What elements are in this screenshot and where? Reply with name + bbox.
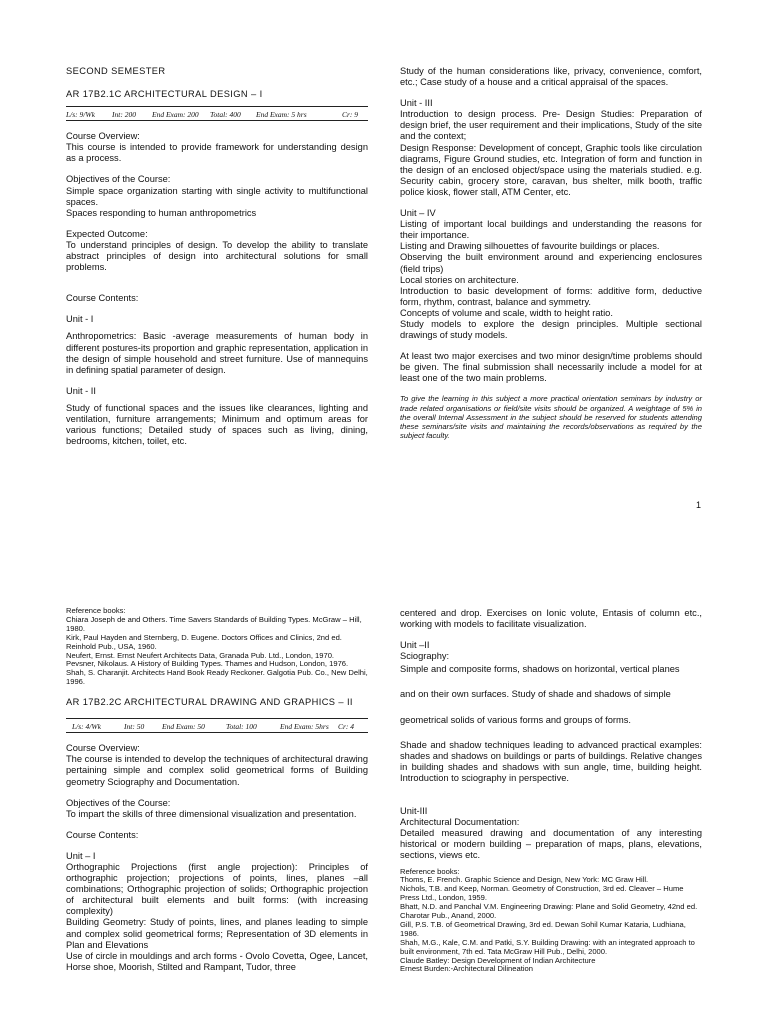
reference-item: Thoms, E. French. Graphic Science and Design, New York: MC Graw Hill. [400, 875, 649, 885]
credit-end-exam: End Exam: 50 [162, 722, 205, 732]
overview-heading: Course Overview: [66, 131, 140, 142]
credit-cr: Cr: 4 [338, 722, 355, 732]
reference-item: Claude Batley: Design Development of Indian Architecture [400, 955, 596, 965]
reference-item: Nichols, T.B. and Keep, Norman. Geometry of Construction, 3rd ed. Cleaver – Hume Press Ltd., London, 1959. [400, 884, 684, 903]
note-text: To give the learning in this subject a more practical orientation seminars by industry or trade related organisations or field/site visits should be organized. A weightage of 5% in the overall Internal Assessment in the subject should be reserved for students attending these seminars/site visits and maintaining the records/observations as required by the subject faculty. [400, 394, 702, 441]
unit-text: centered and drop. Exercises on Ionic volute, Entasis of column etc., working with models to facilitate visualization. [400, 608, 702, 630]
exercises-text: At least two major exercises and two minor design/time problems should be given. The final submission shall necessarily include a model for at least one of the two main problems. [400, 351, 702, 384]
unit-text: Study of the human considerations like, privacy, convenience, comfort, etc.; Case study of a house and a critical appraisal of the spaces. [400, 66, 702, 88]
overview-text: This course is intended to provide framework for understanding design as a process. [66, 142, 368, 164]
list-item: Study models to explore the design principles. Multiple sectional drawings of study models. [400, 318, 702, 341]
list-item: Local stories on architecture. [400, 274, 519, 285]
unit-text: Design Response: Development of concept, Graphic tools like circulation diagrams, Figure Ground studies, etc. Integration of form and function in the design of an enclosed object/space using the materials studied. e.g. Security cabin, grocery store, caravan, bus shelter, milk booth, traffic police kiosk, flower stall, ATM Center, etc. [400, 142, 702, 197]
unit-text: Study of functional spaces and the issues like clearances, lighting and ventilation, furniture arrangements; Minimum and optimum areas for various functions; Detailed study of spaces such as living, dining, bedrooms, kitchen, toilet, etc. [66, 402, 368, 447]
unit-text: Building Geometry: Study of points, lines, and planes leading to simple and complex solid geometrical forms; Representation of 3D elements in Plan and Elevations [66, 917, 368, 950]
list-item: Listing of important local buildings and understanding the reasons for their importance. [400, 219, 702, 241]
unit-heading: Unit –II [400, 640, 430, 651]
objectives-heading: Objectives of the Course: [66, 174, 171, 185]
page2-left-column [66, 607, 368, 973]
list-item: Observing the built environment around and experiencing enclosures (field trips) [400, 252, 702, 274]
unit-heading: Unit - II [66, 385, 96, 396]
credit-hours: L/s: 9/Wk [66, 110, 95, 120]
contents-heading: Course Contents: [66, 293, 139, 304]
credit-hours: L/s: 4/Wk [72, 722, 101, 732]
objectives-heading: Objectives of the Course: [66, 797, 171, 808]
overview-heading: Course Overview: [66, 743, 140, 754]
page1-left-column [66, 66, 368, 447]
page1-right-column [400, 66, 702, 440]
reference-item: Chiara Joseph de and Others. Time Savers Standards of Building Types. McGraw – Hill, 1980. [66, 614, 362, 633]
credit-exam-duration: End Exam: 5 hrs [256, 110, 307, 120]
unit-text: Orthographic Projections (first angle projection): Principles of orthographic projection; projections of points, lines, planes –all combinations; Orthographic projection of solids; Orthographic projection of architectural built elements and built forms: (with increasing complexity) [66, 862, 368, 917]
credit-internal: Int: 50 [124, 722, 145, 732]
references-heading: Reference books: [66, 606, 126, 615]
reference-item: Gill, P.S. T.B. of Geometrical Drawing, 3rd ed. Dewan Sohil Kumar Kataria, Ludhiana, 1986. [400, 919, 686, 938]
credit-end-exam: End Exam: 200 [152, 110, 199, 120]
objectives-text: To impart the skills of three dimensional visualization and presentation. [66, 808, 357, 819]
contents-heading: Course Contents: [66, 829, 139, 840]
semester-label: SECOND SEMESTER [66, 66, 166, 76]
reference-item: Ernest Burden:-Architectural Dilineation [400, 964, 533, 974]
credit-exam-duration: End Exam: 5hrs [280, 722, 329, 732]
list-item: Listing and Drawing silhouettes of favourite buildings or places. [400, 241, 660, 252]
page-number: 1 [696, 500, 702, 510]
reference-item: Bhatt, N.D. and Panchal V.M. Engineering Drawing: Plane and Solid Geometry, 42nd ed. Charotar Pub., Anand, 2000. [400, 902, 698, 921]
unit-heading: Unit - III [400, 98, 433, 109]
page2-right-column [400, 608, 702, 974]
unit-text: Shade and shadow techniques leading to advanced practical examples: shades and shadows on buildings or parts of buildings. Relative changes in building shades and shadows with sun angle, time, building height. Introduction to sciography in perspective. [400, 739, 702, 783]
unit-text: Anthropometrics: Basic -average measurements of human body in different postures-its proportion and graphic representation, application in the design of simple household and street furniture. Use of mannequins in defining spatial parameter of design. [66, 331, 368, 375]
course-title: AR 17B2.1C ARCHITECTURAL DESIGN – I [66, 89, 263, 100]
unit-text: Detailed measured drawing and documentation of any interesting historical or modern building – preparation of maps, plans, elevations, sections, views etc. [400, 828, 702, 861]
unit-heading: Unit – I [66, 850, 96, 861]
unit-heading: Unit – IV [400, 208, 436, 219]
references-heading: Reference books: [400, 866, 460, 876]
unit-heading: Unit-III [400, 806, 428, 817]
list-item: Concepts of volume and scale, width to height ratio. [400, 307, 613, 318]
credits-row [66, 718, 368, 733]
unit-text: Introduction to design process. Pre- Design Studies: Preparation of design brief, the user requirement and their implications, Study of the site and the context; [400, 109, 702, 142]
page-gap [0, 548, 768, 600]
reference-item: Neufert, Ernst. Ernst Neufert Architects Data, Granada Pub. Ltd., London, 1970. [66, 650, 335, 660]
unit-text: geometrical solids of various forms and groups of forms. [400, 714, 631, 725]
unit-text: and on their own surfaces. Study of shade and shadows of simple [400, 689, 671, 700]
objectives-text: Spaces responding to human anthropometrics [66, 207, 257, 218]
list-item: Introduction to basic development of forms: additive form, deductive form, rhythm, contrast, balance and symmetry. [400, 285, 702, 307]
outcome-heading: Expected Outcome: [66, 228, 148, 239]
course-title: AR 17B2.2C ARCHITECTURAL DRAWING AND GRAPHICS – II [66, 697, 353, 708]
reference-item: Kirk, Paul Hayden and Sternberg, D. Eugene. Doctors Offices and Clinics, 2nd ed. Reinhold Pub., USA, 1960. [66, 632, 342, 651]
unit-text: Simple and composite forms, shadows on horizontal, vertical planes [400, 664, 680, 675]
unit-subheading: Sciography: [400, 651, 450, 662]
credits-row [66, 106, 368, 121]
objectives-text: Simple space organization starting with single activity to multifunctional spaces. [66, 185, 368, 207]
credit-internal: Int: 200 [112, 110, 136, 120]
overview-text: The course is intended to develop the techniques of architectural drawing pertaining simple and complex solid geometrical forms of Building geometry Sciography and Documentation. [66, 754, 368, 787]
unit-text: Use of circle in mouldings and arch forms - Ovolo Covetta, Ogee, Lancet, Horse shoe, Moorish, Stilted and Rampant, Tudor, three [66, 950, 368, 972]
reference-item: Shah, S. Charanjit. Architects Hand Book Ready Reckoner. Galgotia Pub. Co., New Delhi, 1996. [66, 668, 368, 687]
unit-heading: Unit - I [66, 314, 94, 325]
reference-item: Shah, M.G., Kale, C.M. and Patki, S.Y. Building Drawing: with an integrated approach to built environment, 7th ed. Tata McGraw Hill Pub., Delhi, 2000. [400, 937, 695, 956]
credit-total: Total: 100 [226, 722, 257, 732]
credit-total: Total: 400 [210, 110, 241, 120]
outcome-text: To understand principles of design. To develop the ability to translate abstract principles of design into architectural solutions for small problems. [66, 239, 368, 273]
credit-cr: Cr: 9 [342, 110, 359, 120]
reference-item: Pevsner, Nikolaus. A History of Building Types. Thames and Hudson, London, 1976. [66, 659, 349, 669]
unit-subheading: Architectural Documentation: [400, 817, 520, 828]
